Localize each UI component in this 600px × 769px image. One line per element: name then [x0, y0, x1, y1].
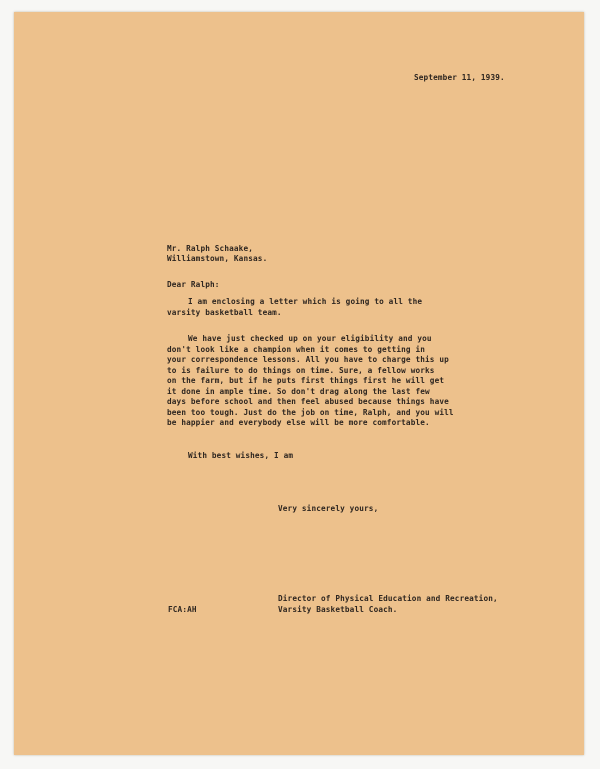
letter-date: September 11, 1939. [414, 73, 505, 82]
paragraph-2-line: days before school and then feel abused because things have [167, 397, 449, 406]
paragraph-2 [167, 334, 454, 429]
signature-title-line: Director of Physical Education and Recreation, [278, 594, 498, 603]
paragraph-2-line: to is failure to do things on time. Sure, a fellow works [167, 365, 435, 375]
recipient-name: Mr. Ralph Schaake, [167, 244, 254, 253]
paragraph-2-line: don't look like a champion when it comes to getting in [167, 344, 426, 354]
paragraph-2-line: We have just checked up on your eligibility and you [188, 334, 432, 343]
signature-title-line: Varsity Basketball Coach. [278, 604, 398, 614]
letter-page [14, 12, 584, 755]
paragraph-1 [167, 297, 422, 318]
typist-initials: FCA:AH [168, 605, 197, 614]
salutation: Dear Ralph: [167, 280, 220, 289]
paragraph-2-line: on the farm, but if he puts first things first he will get [167, 376, 445, 385]
valediction: Very sincerely yours, [278, 504, 379, 513]
paragraph-2-line: your correspondence lessons. All you have to charge this up [167, 355, 449, 364]
paragraph-2-line: been too tough. Just do the job on time, Ralph, and you will [167, 407, 454, 417]
paragraph-1-line: I am enclosing a letter which is going to all the [188, 297, 423, 306]
paragraph-1-line: varsity basketball team. [167, 307, 282, 317]
signature-title [278, 594, 498, 615]
recipient-address: Williamstown, Kansas. [167, 254, 268, 263]
paragraph-2-line: it done in ample time. So don't drag along the last few [167, 386, 430, 396]
paragraph-2-line: be happier and everybody else will be more comfortable. [167, 418, 430, 427]
closing-line: With best wishes, I am [188, 451, 294, 460]
